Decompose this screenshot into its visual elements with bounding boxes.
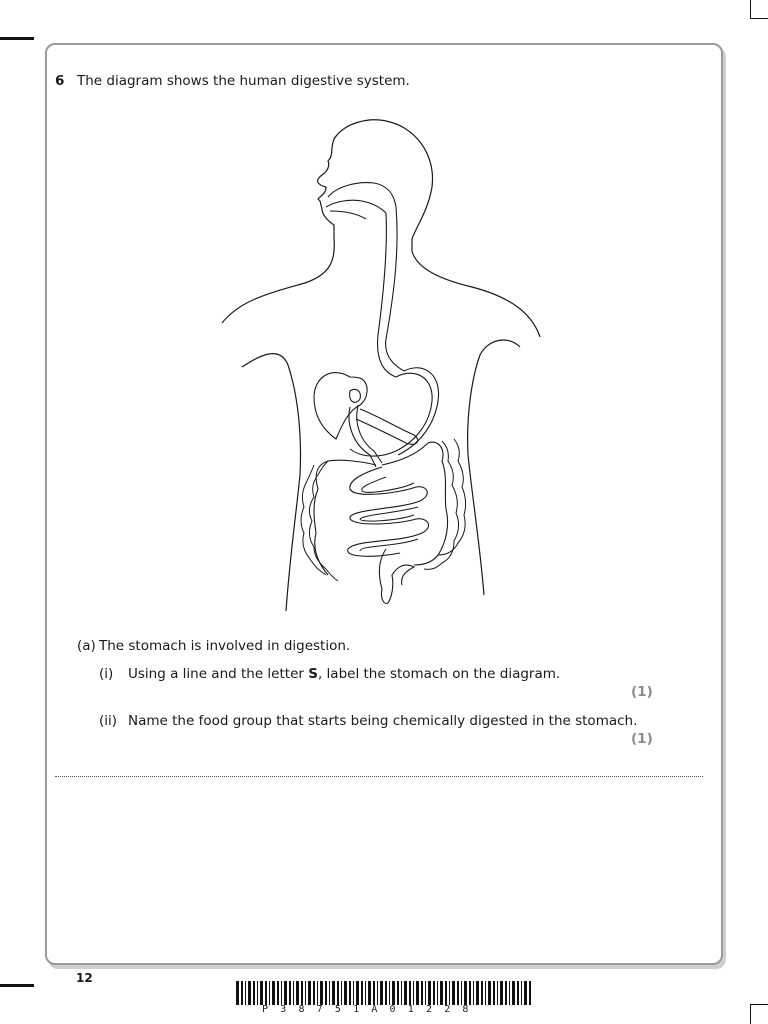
part-a-i-text-before: Using a line and the letter xyxy=(128,666,309,682)
part-a-i-bold-letter: S xyxy=(308,666,318,682)
crop-mark-bottom-right-h xyxy=(750,1004,768,1005)
part-a-ii-text: Name the food group that starts being chemically digested in the stomach. xyxy=(128,713,638,729)
pancreas-icon xyxy=(356,409,418,444)
part-a-i-text xyxy=(128,666,560,682)
rectum-icon xyxy=(379,549,414,603)
digestive-system-diagram xyxy=(210,115,550,615)
part-a-ii-label: (ii) xyxy=(99,713,118,729)
crop-mark-top-right-v xyxy=(750,0,751,18)
part-a-label: (a) xyxy=(77,638,96,654)
tongue-icon xyxy=(330,211,366,219)
part-a-ii-marks: (1) xyxy=(631,731,653,747)
question-number: 6 xyxy=(55,73,65,89)
left-edge-mark-top xyxy=(0,37,34,40)
barcode-icon xyxy=(236,981,534,1005)
page-number: 12 xyxy=(76,971,93,985)
small-intestine-icon xyxy=(348,467,429,556)
body-outline-icon xyxy=(222,120,540,611)
nasal-cavity-icon xyxy=(326,183,396,213)
answer-line[interactable] xyxy=(55,776,703,777)
question-intro: The diagram shows the human digestive system. xyxy=(77,73,410,89)
stomach-icon xyxy=(350,368,439,456)
part-a-i-text-after: , label the stomach on the diagram. xyxy=(317,666,561,682)
part-a-text: The stomach is involved in digestion. xyxy=(99,638,351,654)
part-a-i-label: (i) xyxy=(99,666,114,682)
gall-bladder-icon xyxy=(350,389,361,402)
part-a-i-marks: (1) xyxy=(631,684,653,700)
crop-mark-bottom-right-v xyxy=(750,1005,751,1024)
barcode-text: P38751A01228 xyxy=(262,1004,481,1015)
crop-mark-top-right-h xyxy=(750,18,768,19)
duodenum-icon xyxy=(349,405,382,467)
left-edge-mark-bottom xyxy=(0,984,34,987)
oesophagus-icon xyxy=(378,207,404,377)
